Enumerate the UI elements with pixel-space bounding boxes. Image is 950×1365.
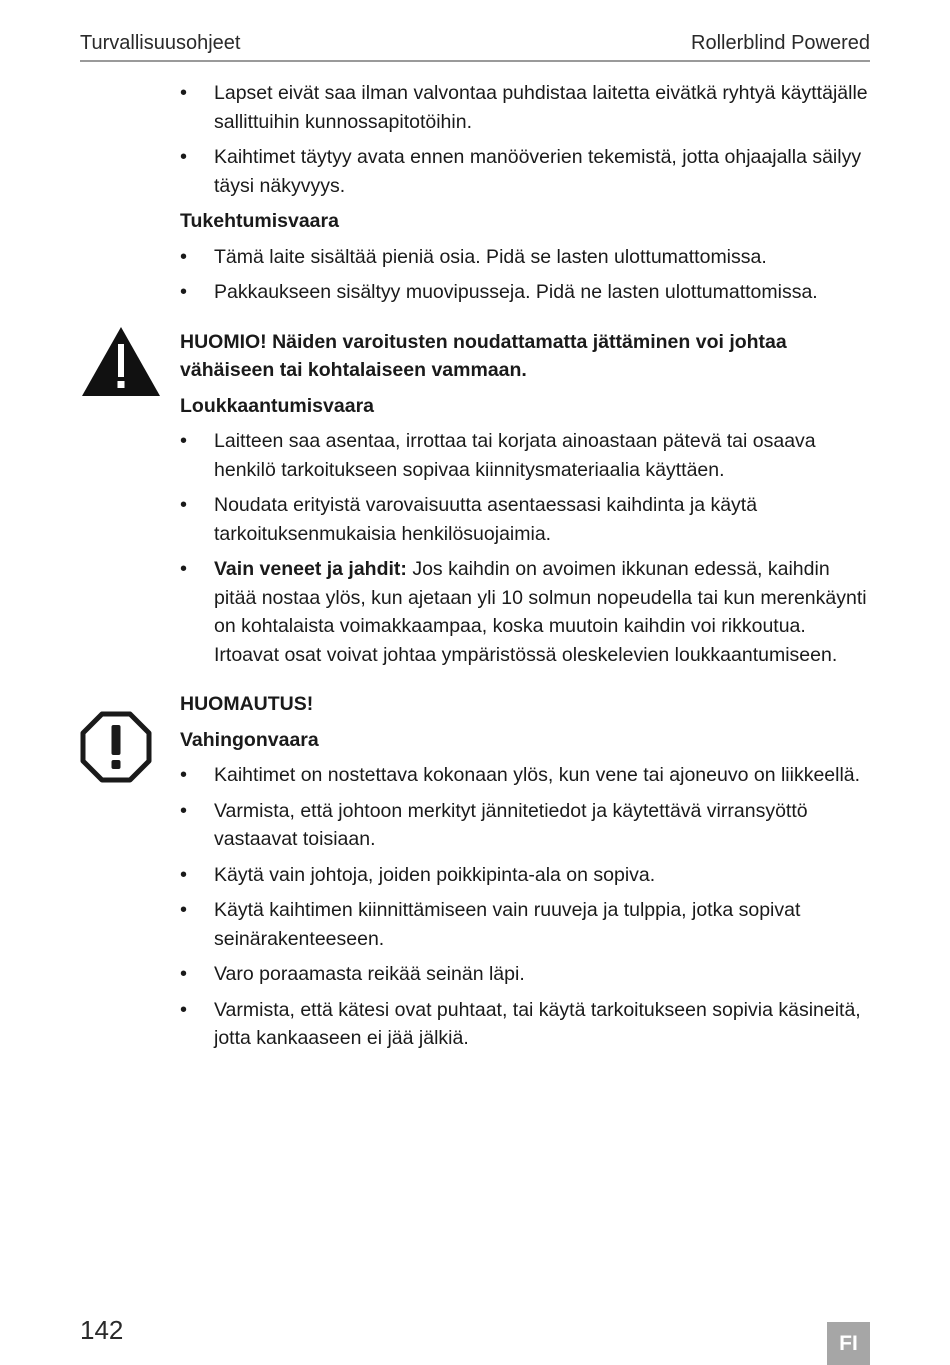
injury-heading: Loukkaantumisvaara (180, 394, 375, 417)
list-item: • Noudata erityistä varovaisuutta asentaessasi kaihdinta ja käytä tarkoituksenmukaisia henkilösuojaimia. (180, 491, 872, 548)
suffocation-list (180, 243, 872, 307)
list-item: • Varo poraamasta reikää seinän läpi. (180, 960, 872, 989)
suffocation-heading: Tukehtumisvaara (180, 210, 339, 232)
caution-warning: HUOMIO! Näiden varoitusten noudattamatta jättäminen voi johtaa vähäiseen tai kohtalaiseen vammaan. (180, 330, 787, 381)
list-item: • Varmista, että kätesi ovat puhtaat, tai käytä tarkoitukseen sopivia käsineitä, jotta kankaaseen ei jää jälkiä. (180, 996, 872, 1053)
list-item: • Laitteen saa asentaa, irrottaa tai korjata ainoastaan pätevä tai osaava henkilö tarkoitukseen sopivaa kiinnitysmateriaalia käyttäen. (180, 427, 872, 484)
exclamation-octagon-icon (80, 711, 152, 783)
header-divider (80, 60, 870, 62)
injury-list (180, 427, 872, 669)
list-item: • Lapset eivät saa ilman valvontaa puhdistaa laitetta eivätkä ryhtyä käyttäjälle sallittuihin kunnossapitotöihin. (180, 79, 872, 136)
language-badge: FI (827, 1322, 870, 1365)
header-product-name: Rollerblind Powered (691, 32, 870, 54)
list-item: • Kaihtimet täytyy avata ennen manööverien tekemistä, jotta ohjaajalla säilyy täysi näkyvyys. (180, 143, 872, 200)
boats-label: Vain veneet ja jahdit: (214, 558, 407, 580)
damage-list (180, 761, 872, 1053)
list-item-boats (180, 555, 872, 669)
page-header (80, 30, 870, 56)
header-section-title: Turvallisuusohjeet (80, 32, 241, 54)
general-safety-list (180, 79, 872, 200)
list-item: • Käytä vain johtoja, joiden poikkipinta-ala on sopiva. (180, 861, 872, 890)
boats-text: Jos kaihdin on avoimen ikkunan edessä, kaihdin pitää nostaa ylös, kun ajetaan yli 10 solmun nopeudella tai kun merenkäynti on kohtalaista voimakkaampaa, koska muutoin kaihdin voi rikkoutua. Irtoavat osat voivat johtaa ympäristössä oleskelevien loukkaantumiseen. (214, 558, 867, 666)
page-number: 142 (80, 1315, 124, 1345)
warning-triangle-icon (80, 325, 162, 398)
list-item: • Varmista, että johtoon merkityt jännitetiedot ja käytettävä virransyöttö vastaavat toisiaan. (180, 797, 872, 854)
list-item: • Tämä laite sisältää pieniä osia. Pidä se lasten ulottumattomissa. (180, 243, 872, 272)
main-content (180, 79, 872, 1060)
list-item: • Pakkaukseen sisältyy muovipusseja. Pidä ne lasten ulottumattomissa. (180, 278, 872, 307)
list-item: • Käytä kaihtimen kiinnittämiseen vain ruuveja ja tulppia, jotka sopivat seinärakenteeseen. (180, 896, 872, 953)
notice-title: HUOMAUTUS! (180, 693, 314, 715)
damage-heading: Vahingonvaara (180, 728, 319, 751)
list-item: • Kaihtimet on nostettava kokonaan ylös, kun vene tai ajoneuvo on liikkeellä. (180, 761, 872, 790)
